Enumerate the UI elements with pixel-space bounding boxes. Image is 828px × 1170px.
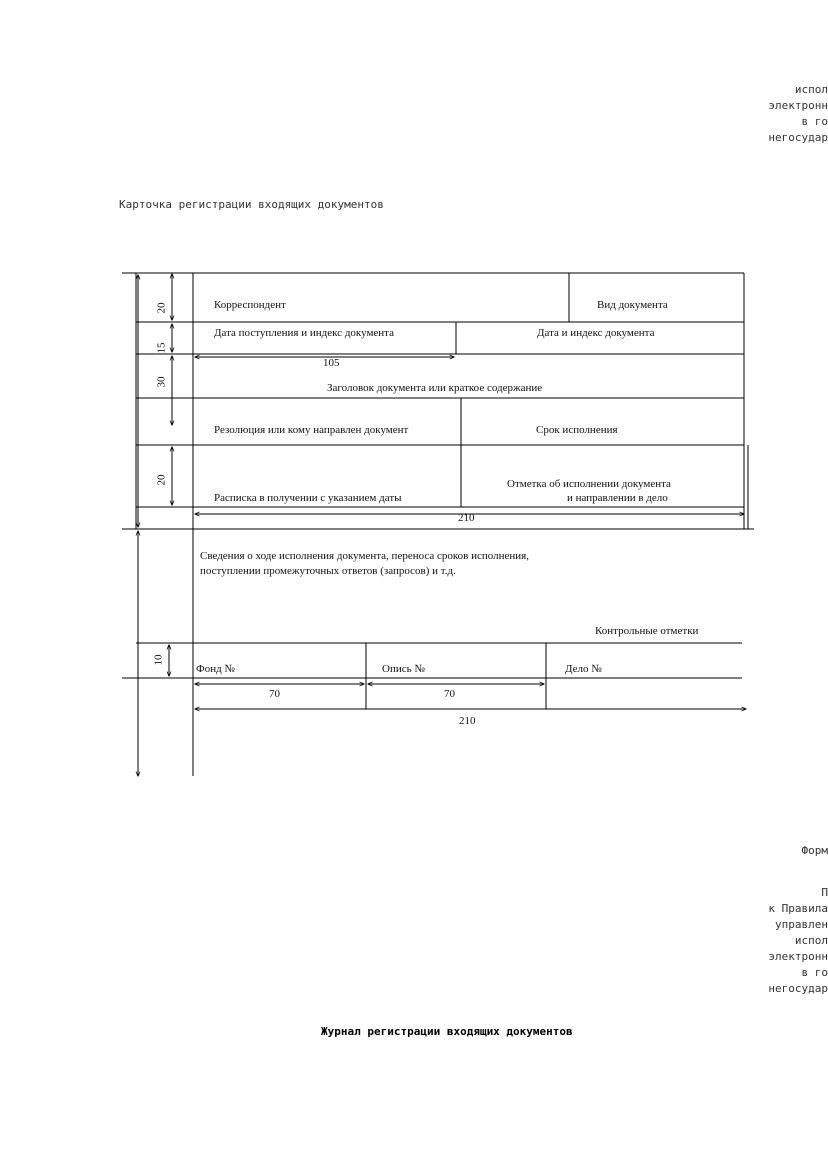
delo-label: Дело № (565, 663, 602, 675)
execution-mark-label-1: Отметка об исполнении документа (507, 478, 671, 490)
doc-type-label: Вид документа (597, 299, 668, 311)
note-line: к Правила (768, 902, 828, 915)
opis-label: Опись № (382, 663, 425, 675)
note-line: негосудар (768, 131, 828, 144)
bottom-right-note (768, 885, 828, 997)
note-line: П (821, 886, 828, 899)
dimension-20-top: 20 (155, 302, 168, 314)
resolution-label: Резолюция или кому направлен документ (214, 424, 409, 436)
dimension-30: 30 (155, 376, 168, 388)
progress-info-line-1: Сведения о ходе исполнения документа, переноса сроков исполнения, (200, 550, 529, 562)
dimension-20-bottom: 20 (155, 474, 168, 486)
note-line: испол (794, 934, 828, 947)
note-line: испол (794, 83, 828, 96)
journal-title: Журнал регистрации входящих документов (321, 1025, 573, 1038)
dimension-105: 105 (323, 357, 340, 369)
dimension-15: 15 (155, 342, 168, 354)
note-line: электронн (768, 99, 828, 112)
heading-label: Заголовок документа или краткое содержание (327, 382, 543, 394)
control-marks-label: Контрольные отметки (595, 625, 699, 637)
dimension-70-right: 70 (444, 688, 455, 700)
progress-info-line-2: поступлении промежуточных ответов (запросов) и т.д. (200, 565, 456, 577)
note-line: в го (801, 115, 828, 128)
card-title: Карточка регистрации входящих документов (119, 198, 384, 211)
receipt-signature-label: Расписка в получении с указанием даты (214, 492, 402, 504)
deadline-label: Срок исполнения (536, 424, 618, 436)
dimension-70-left: 70 (269, 688, 280, 700)
receipt-date-index-label: Дата поступления и индекс документа (214, 327, 395, 339)
dimension-210-top: 210 (458, 512, 475, 524)
note-line: управлен (775, 918, 828, 931)
correspondent-label: Корреспондент (214, 299, 286, 311)
date-index-label: Дата и индекс документа (537, 327, 655, 339)
form-label (802, 843, 828, 859)
note-line: негосудар (768, 982, 828, 995)
fond-label: Фонд № (196, 663, 235, 675)
execution-mark-label-2: и направлении в дело (567, 492, 668, 504)
dimension-210-bottom: 210 (459, 715, 476, 727)
note-line: в го (801, 966, 828, 979)
form-text: Форм (801, 844, 828, 857)
dimension-10: 10 (152, 654, 165, 666)
note-line: электронн (768, 950, 828, 963)
